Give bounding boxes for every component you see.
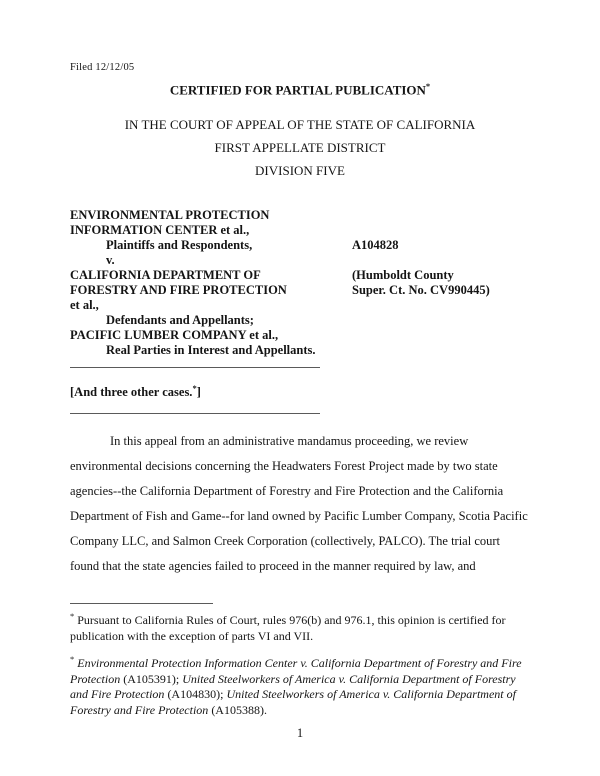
certification-footnote-marker: *: [425, 81, 431, 91]
footnote-separator: [70, 603, 213, 604]
party-line-plaintiff-2: INFORMATION CENTER et al.,: [70, 223, 250, 238]
case-caption: [70, 208, 530, 358]
party-line-defendant-3: et al.,: [70, 298, 99, 313]
footnote-case-name-2: United Steelworkers of America v. California Department of Forestry and Fire Protection: [70, 671, 516, 702]
other-cases-text: [And three other cases.: [70, 385, 193, 400]
certification-title: [70, 81, 530, 98]
party-line-defendant-1: CALIFORNIA DEPARTMENT OF: [70, 268, 261, 283]
other-cases-bracket-close: ]: [196, 385, 201, 400]
caption-divider-top: [70, 367, 320, 368]
party-role-defendants: Defendants and Appellants;: [106, 313, 254, 328]
appeal-case-number: A104828: [352, 238, 399, 253]
certification-text: CERTIFIED FOR PARTIAL PUBLICATION: [169, 82, 426, 98]
other-cases-note: [70, 381, 530, 400]
filed-stamp: Filed 12/12/05: [70, 62, 135, 73]
other-cases-footnote-marker: *: [192, 383, 197, 394]
footnote-citation-1: (A105391);: [120, 671, 183, 686]
appellate-district: FIRST APPELLATE DISTRICT: [214, 140, 386, 156]
versus-line: v.: [106, 253, 115, 268]
party-role-real-parties: Real Parties in Interest and Appellants.: [106, 343, 316, 358]
party-line-real-party: PACIFIC LUMBER COMPANY et al.,: [70, 328, 279, 343]
footnote-other-cases-marker: *: [70, 654, 75, 665]
caption-divider-bottom: [70, 413, 320, 414]
division-name: DIVISION FIVE: [255, 163, 345, 179]
footnote-citation-3: (A105388).: [208, 702, 267, 717]
footnote-citation-2: (A104830);: [164, 687, 227, 702]
footnote-publication-text: Pursuant to California Rules of Court, rules 976(b) and 976.1, this opinion is certified for publication with the exception of parts VI and VII.: [70, 613, 506, 643]
superior-court-number: Super. Ct. No. CV990445): [352, 283, 490, 298]
footnote-case-name-1: Environmental Protection Information Center v. California Department of Forestry and Fire Protection: [70, 656, 522, 686]
footnote-other-cases: [70, 652, 530, 718]
party-line-defendant-2: FORESTRY AND FIRE PROTECTION: [70, 283, 287, 298]
superior-court-county: (Humboldt County: [352, 268, 454, 283]
footnote-publication-marker: *: [70, 611, 75, 622]
opinion-body-paragraph: In this appeal from an administrative mandamus proceeding, we review environmental decisions concerning the Headwaters Forest Project made by two state agencies--the California Department of Forestry and Fire Protection and the California Department of Fish and Game--for land owned by Pacific Lumber Company, Scotia Pacific Company LLC, and Salmon Creek Corporation (collectively, PALCO). The trial court found that the state agencies failed to proceed in the manner required by law, and: [70, 434, 528, 574]
footnote-case-name-3: United Steelworkers of America v. California Department of Forestry and Fire Protection: [70, 687, 516, 717]
footnote-publication: [70, 609, 530, 644]
court-name: IN THE COURT OF APPEAL OF THE STATE OF CALIFORNIA: [124, 117, 476, 133]
party-line-plaintiff-1: ENVIRONMENTAL PROTECTION: [70, 208, 270, 223]
page-number: 1: [296, 726, 304, 740]
court-heading-block: [70, 113, 530, 182]
party-role-plaintiffs: Plaintiffs and Respondents,: [106, 238, 253, 253]
